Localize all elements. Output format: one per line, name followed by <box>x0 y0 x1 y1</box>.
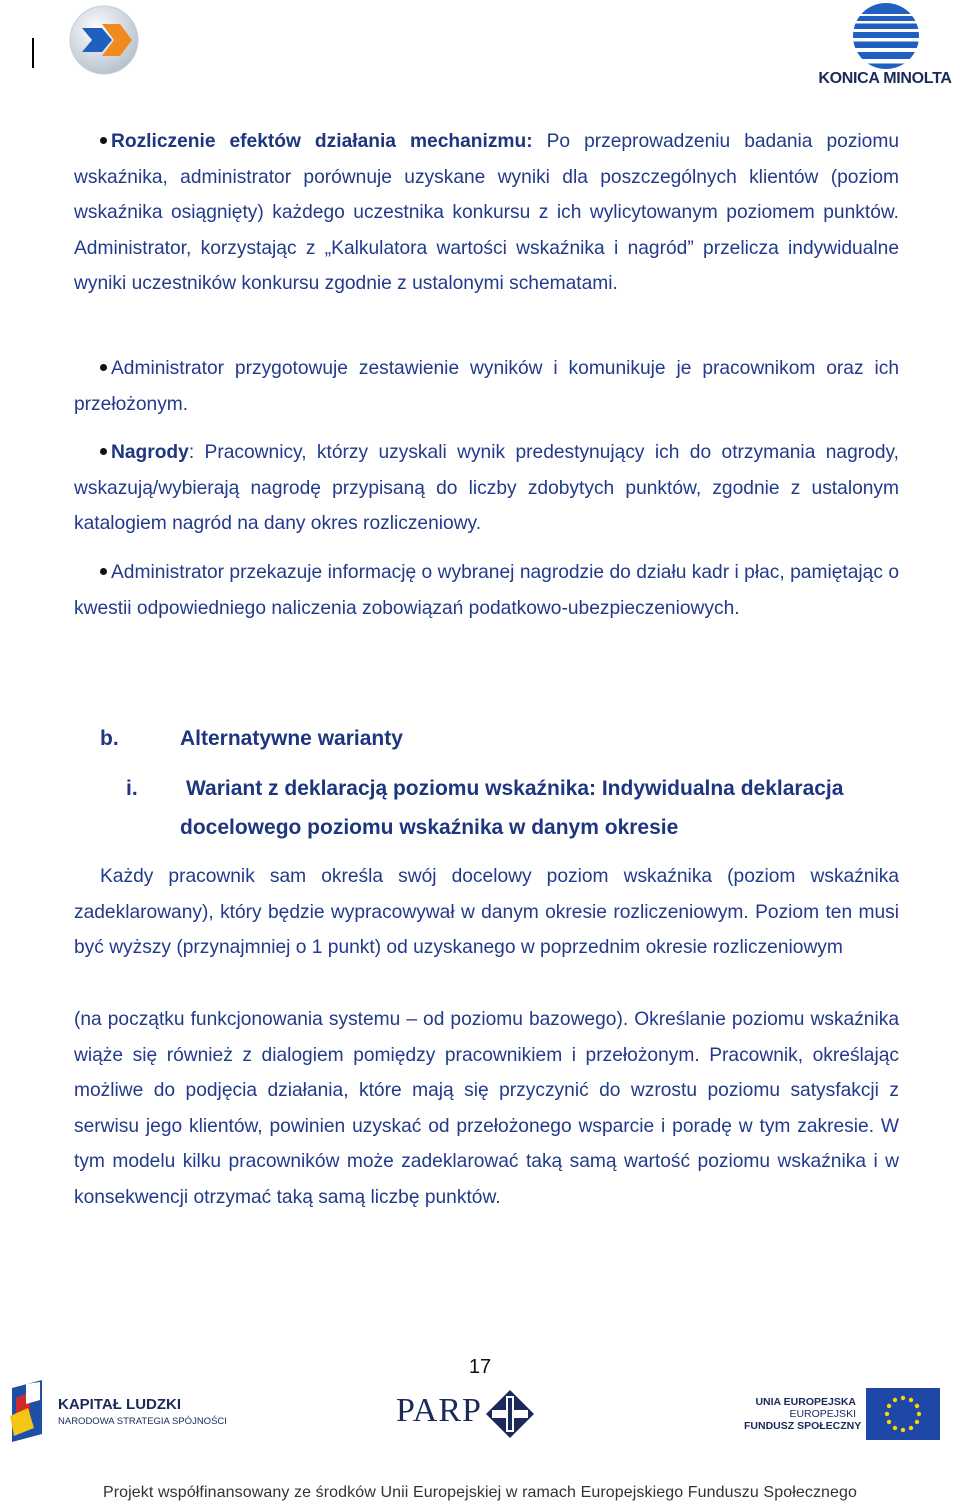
cofinance-footer: Projekt współfinansowany ze środków Unii Europejskiej w ramach Europejskiego Funduszu Społecznego <box>102 1484 858 1501</box>
section-label-b: b. <box>100 727 119 750</box>
konica-minolta-logo <box>810 2 960 98</box>
konica-globe-icon <box>810 2 960 70</box>
arrow-logo-icon <box>68 4 140 76</box>
brand-name: KONICA MINOLTA <box>818 70 952 87</box>
bullet-icon <box>100 568 107 575</box>
kl-title: KAPITAŁ LUDZKI <box>58 1396 182 1413</box>
subsection-title-line2: docelowego poziomu wskaźnika w danym okresie <box>180 816 679 839</box>
parp-text: PARP <box>396 1392 482 1429</box>
header-vertical-mark <box>32 38 34 68</box>
eu-line1: UNIA EUROPEJSKA <box>755 1396 856 1408</box>
eu-flag-icon <box>866 1388 940 1440</box>
bullet-item-settlement <box>74 124 899 302</box>
parp-logo <box>396 1388 546 1440</box>
kl-subtitle: NARODOWA STRATEGIA SPÓJNOŚCI <box>58 1416 227 1427</box>
eu-efs-logo <box>744 1386 944 1442</box>
bullet-item-summary <box>74 351 899 422</box>
section-title-b: Alternatywne warianty <box>180 727 403 750</box>
bullet-icon <box>100 137 107 144</box>
item-lead: Rozliczenie efektów działania mechanizmu: <box>111 131 533 152</box>
body-paragraph-2 <box>74 1002 899 1216</box>
body-paragraph-1 <box>74 859 899 966</box>
item-text: Administrator przygotowuje zestawienie wyników i komunikuje je pracownikom oraz ich przełożonym. <box>74 358 899 415</box>
bullet-item-payroll <box>74 555 899 626</box>
subsection-title-line1: Wariant z deklaracją poziomu wskaźnika: Indywidualna deklaracja <box>186 777 844 800</box>
kapital-ludzki-logo <box>6 1378 226 1444</box>
bullet-icon <box>100 448 107 455</box>
item-lead: Nagrody <box>111 442 189 463</box>
subsection-label-i: i. <box>126 777 138 800</box>
item-text: Administrator przekazuje informację o wybranej nagrodzie do działu kadr i płac, pamiętając o kwestii odpowiedniego naliczenia zobowiązań podatkowo-ubezpieczeniowych. <box>74 562 899 619</box>
body-paragraph-2-text: (na początku funkcjonowania systemu – od poziomu bazowego). Określanie poziomu wskaźnika wiąże się również z dialogiem pomiędzy pracownikiem i przełożonym. Pracownik, określając możliwe do podjęcia działania, które mają się przyczynić do wzrostu poziomu satysfakcji z serwisu jego klientów, powinien uzyskać od przełożonego wsparcie i poradę w tym zakresie. W tym modelu kilku pracowników może zadeklarować taką samą wartość poziomu wskaźnika i w konsekwencji otrzymać taką samą liczbę punktów. <box>74 1009 899 1208</box>
kl-flag-icon <box>6 1378 48 1444</box>
eu-line2: EUROPEJSKI <box>789 1408 856 1420</box>
eu-line3: FUNDUSZ SPOŁECZNY <box>744 1420 862 1432</box>
item-text: : Pracownicy, którzy uzyskali wynik predestynujący ich do otrzymania nagrody, wskazują/wybierają nagrodę przypisaną do liczby zdobytych punktów, zgodnie z ustalonym katalogiem nagród na dany okres rozliczeniowy. <box>74 442 899 535</box>
body-paragraph-1-text: Każdy pracownik sam określa swój docelowy poziom wskaźnika (poziom wskaźnika zadeklarowany), który będzie wypracowywał w danym okresie rozliczeniowym. Poziom ten musi być wyższy (przynajmniej o 1 punkt) od uzyskanego w poprzednim okresie rozliczeniowym <box>74 866 899 959</box>
page-number: 17 <box>468 1356 492 1378</box>
parp-diamond-icon <box>484 1388 536 1440</box>
item-text: Po przeprowadzeniu badania poziomu wskaźnika, administrator porównuje uzyskane wyniki dla poszczególnych klientów (poziom wskaźnika osiągnięty) każdego uczestnika konkursu z ich wylicytowanym poziomem punktów. Administrator, korzystając z „Kalkulatora wartości wskaźnika i nagród” przelicza indywidualne wyniki uczestników konkursu zgodnie z ustalonymi schematami. <box>74 131 900 295</box>
bullet-item-rewards <box>74 435 899 542</box>
bullet-icon <box>100 364 107 371</box>
